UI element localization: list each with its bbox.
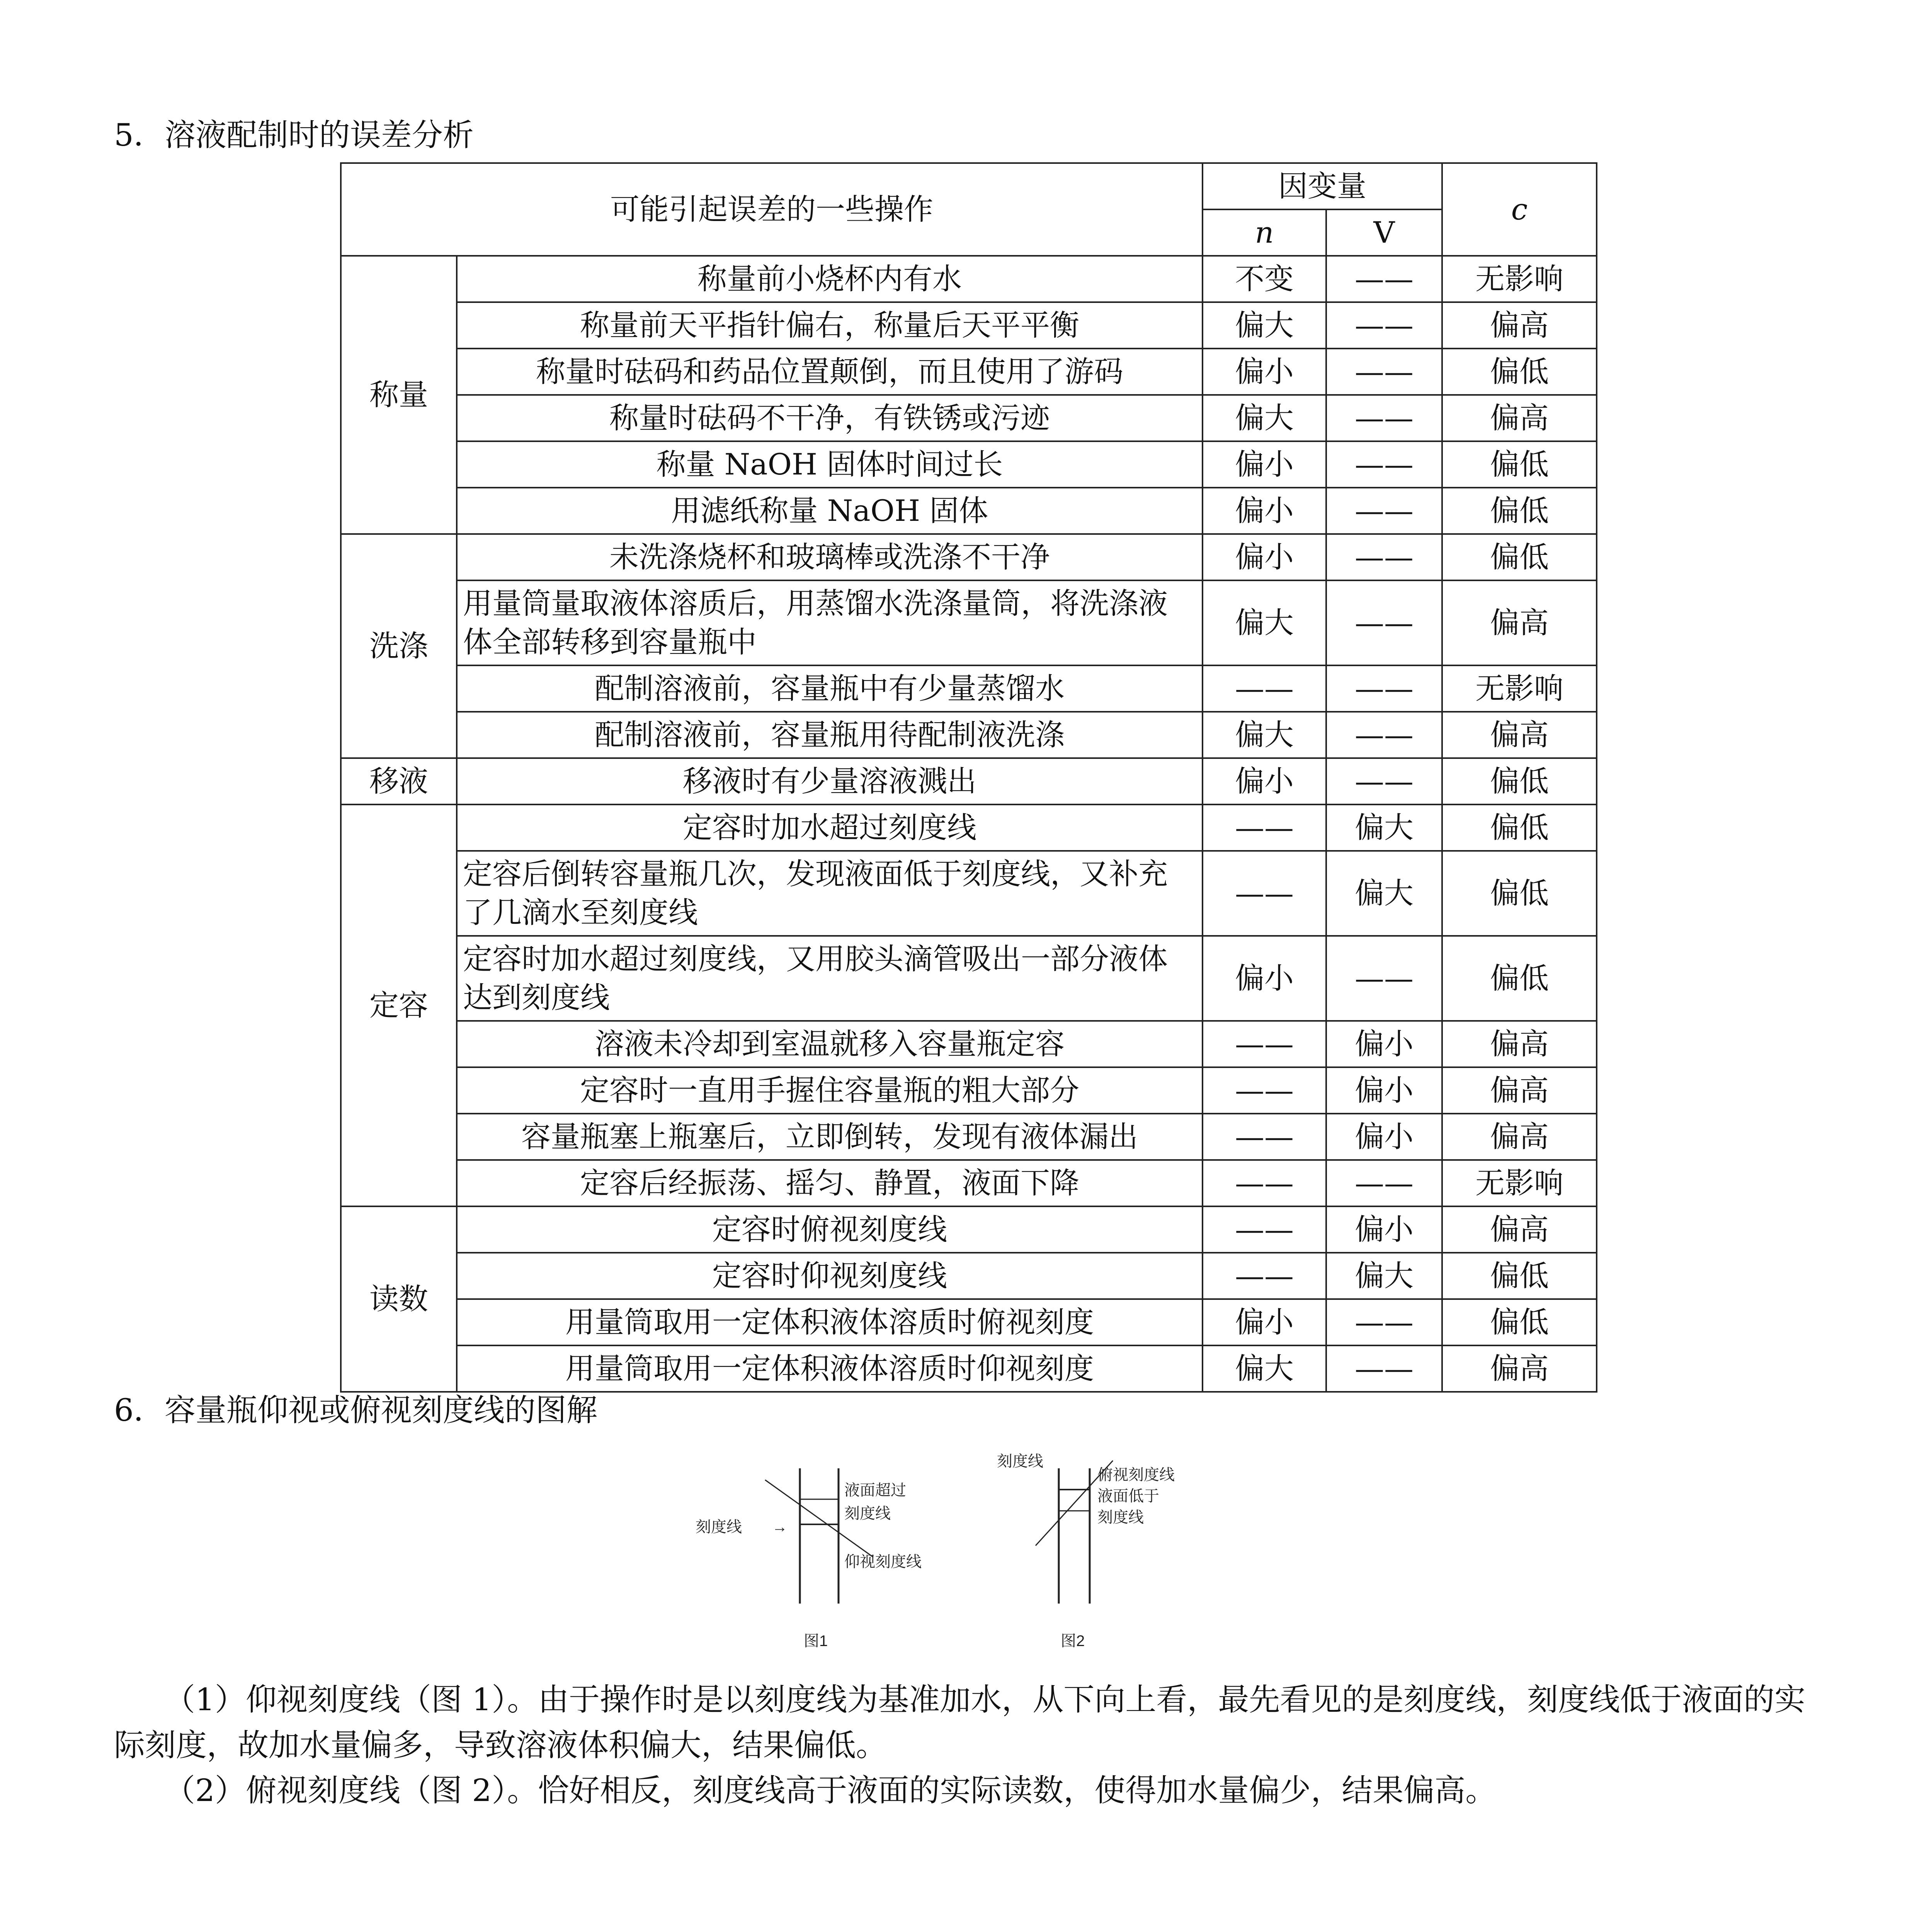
section-5-title: 5．溶液配制时的误差分析 [114,117,474,153]
c-cell: 偏低 [1442,936,1597,1021]
c-cell: 偏高 [1442,580,1597,665]
table-row [341,1253,1597,1299]
operation-cell: 移液时有少量溶液溅出 [457,758,1203,804]
table-row [341,758,1597,804]
table-row [341,488,1597,534]
fig1-liquid-over-label-2: 刻度线 [844,1505,891,1522]
c-cell: 偏高 [1442,1114,1597,1160]
c-cell: 偏低 [1442,1299,1597,1345]
c-cell: 偏低 [1442,851,1597,936]
fig1-scale-label: 刻度线 [696,1519,742,1536]
v-cell: —— [1326,302,1442,349]
v-cell: —— [1326,665,1442,712]
fig1-look-up-label: 仰视刻度线 [844,1553,922,1570]
n-cell: 偏小 [1203,488,1326,534]
v-cell: —— [1326,1160,1442,1206]
c-cell: 偏低 [1442,349,1597,395]
operation-cell: 配制溶液前，容量瓶用待配制液洗涤 [457,712,1203,758]
n-cell: 偏大 [1203,712,1326,758]
operation-cell: 称量前天平指针偏右，称量后天平平衡 [457,302,1203,349]
fig2-scale-label: 刻度线 [997,1453,1043,1470]
v-cell: —— [1326,936,1442,1021]
table-body [341,256,1597,1392]
c-cell: 偏高 [1442,1345,1597,1392]
table-row [341,1160,1597,1206]
v-cell: 偏小 [1326,1021,1442,1067]
n-cell: 偏小 [1203,758,1326,804]
fig2-liquid-below-label: 液面低于 [1097,1488,1159,1505]
fig2-liquid-below-label-2: 刻度线 [1097,1509,1144,1526]
table-row [341,1067,1597,1114]
table-row [341,1206,1597,1253]
fig1-arrow: → [772,1519,788,1536]
n-cell: 偏小 [1203,349,1326,395]
section-6-title: 6．容量瓶仰视或俯视刻度线的图解 [114,1392,597,1428]
n-cell: 偏小 [1203,1299,1326,1345]
c-cell: 偏高 [1442,712,1597,758]
n-cell: 偏小 [1203,441,1326,488]
v-cell: 偏大 [1326,804,1442,851]
operation-cell: 定容时仰视刻度线 [457,1253,1203,1299]
fig1-liquid-over-label: 液面超过 [844,1482,906,1499]
operation-cell: 配制溶液前，容量瓶中有少量蒸馏水 [457,665,1203,712]
fig2-caption: 图2 [1061,1633,1085,1650]
table-row [341,712,1597,758]
header-c: c [1442,163,1597,256]
table-row [341,395,1597,441]
table-row [341,349,1597,395]
error-analysis-table [340,162,1597,1393]
operation-cell: 称量 NaOH 固体时间过长 [457,441,1203,488]
operation-cell: 定容时加水超过刻度线 [457,804,1203,851]
v-cell: —— [1326,256,1442,302]
group-label: 读数 [341,1206,457,1392]
operation-cell: 称量时砝码不干净，有铁锈或污迹 [457,395,1203,441]
v-cell: —— [1326,488,1442,534]
table-row [341,1021,1597,1067]
table-row [341,804,1597,851]
operation-cell: 定容后经振荡、摇匀、静置，液面下降 [457,1160,1203,1206]
c-cell: 偏低 [1442,488,1597,534]
v-cell: —— [1326,1345,1442,1392]
group-label: 移液 [341,758,457,804]
table-row [341,1114,1597,1160]
c-cell: 偏高 [1442,302,1597,349]
figure-2 [997,1453,1175,1650]
table-row [341,534,1597,580]
n-cell: —— [1203,1114,1326,1160]
explanation-look-up: （1）仰视刻度线（图 1）。由于操作时是以刻度线为基准加水，从下向上看，最先看见的是刻度线，刻度线低于液面的实际刻度，故加水量偏多，导致溶液体积偏大，结果偏低。 [114,1682,1806,1763]
group-label: 定容 [341,804,457,1206]
group-label: 称量 [341,256,457,534]
n-cell: 不变 [1203,256,1326,302]
c-cell: 偏高 [1442,1067,1597,1114]
table-row [341,302,1597,349]
operation-cell: 称量前小烧杯内有水 [457,256,1203,302]
v-cell: —— [1326,1299,1442,1345]
table-row [341,851,1597,936]
table-row [341,441,1597,488]
operation-cell: 容量瓶塞上瓶塞后，立即倒转，发现有液体漏出 [457,1114,1203,1160]
c-cell: 偏低 [1442,441,1597,488]
v-cell: —— [1326,395,1442,441]
table-row [341,580,1597,665]
operation-cell: 用量筒量取液体溶质后，用蒸馏水洗涤量筒，将洗涤液体全部转移到容量瓶中 [457,580,1203,665]
n-cell: 偏大 [1203,1345,1326,1392]
n-cell: 偏大 [1203,395,1326,441]
c-cell: 偏低 [1442,804,1597,851]
fig2-look-down-label: 俯视刻度线 [1097,1466,1175,1483]
header-dependent-variable: 因变量 [1203,163,1442,209]
operation-cell: 定容时一直用手握住容量瓶的粗大部分 [457,1067,1203,1114]
v-cell: —— [1326,758,1442,804]
c-cell: 无影响 [1442,665,1597,712]
operation-cell: 用量筒取用一定体积液体溶质时仰视刻度 [457,1345,1203,1392]
v-cell: —— [1326,580,1442,665]
v-cell: 偏大 [1326,1253,1442,1299]
n-cell: 偏大 [1203,302,1326,349]
table-row [341,665,1597,712]
n-cell: —— [1203,851,1326,936]
n-cell: 偏小 [1203,534,1326,580]
figure-1 [696,1468,922,1650]
c-cell: 偏高 [1442,1021,1597,1067]
operation-cell: 未洗涤烧杯和玻璃棒或洗涤不干净 [457,534,1203,580]
operation-cell: 称量时砝码和药品位置颠倒，而且使用了游码 [457,349,1203,395]
table-row [341,256,1597,302]
c-cell: 偏高 [1442,1206,1597,1253]
operation-cell: 用量筒取用一定体积液体溶质时俯视刻度 [457,1299,1203,1345]
v-cell: —— [1326,441,1442,488]
v-cell: 偏大 [1326,851,1442,936]
c-cell: 偏低 [1442,534,1597,580]
table-row [341,1299,1597,1345]
explanation-look-down: （2）俯视刻度线（图 2）。恰好相反，刻度线高于液面的实际读数，使得加水量偏少，结果偏高。 [164,1772,1497,1808]
flask-reading-figure [688,1453,1252,1662]
operation-cell: 定容时加水超过刻度线，又用胶头滴管吸出一部分液体达到刻度线 [457,936,1203,1021]
header-v: V [1326,209,1442,256]
header-n: n [1203,209,1326,256]
n-cell: —— [1203,1206,1326,1253]
operation-cell: 溶液未冷却到室温就移入容量瓶定容 [457,1021,1203,1067]
table-row [341,1345,1597,1392]
header-operation: 可能引起误差的一些操作 [341,163,1203,256]
c-cell: 偏高 [1442,395,1597,441]
fig1-caption: 图1 [804,1633,828,1650]
n-cell: —— [1203,804,1326,851]
n-cell: —— [1203,1021,1326,1067]
n-cell: 偏大 [1203,580,1326,665]
v-cell: 偏小 [1326,1114,1442,1160]
operation-cell: 定容时俯视刻度线 [457,1206,1203,1253]
v-cell: —— [1326,349,1442,395]
n-cell: —— [1203,665,1326,712]
c-cell: 偏低 [1442,758,1597,804]
n-cell: —— [1203,1160,1326,1206]
operation-cell: 用滤纸称量 NaOH 固体 [457,488,1203,534]
v-cell: —— [1326,712,1442,758]
group-label: 洗涤 [341,534,457,758]
n-cell: —— [1203,1253,1326,1299]
c-cell: 偏低 [1442,1253,1597,1299]
v-cell: 偏小 [1326,1067,1442,1114]
operation-cell: 定容后倒转容量瓶几次，发现液面低于刻度线，又补充了几滴水至刻度线 [457,851,1203,936]
table-header-row [341,163,1597,209]
v-cell: —— [1326,534,1442,580]
n-cell: 偏小 [1203,936,1326,1021]
v-cell: 偏小 [1326,1206,1442,1253]
table-row [341,936,1597,1021]
c-cell: 无影响 [1442,1160,1597,1206]
c-cell: 无影响 [1442,256,1597,302]
n-cell: —— [1203,1067,1326,1114]
